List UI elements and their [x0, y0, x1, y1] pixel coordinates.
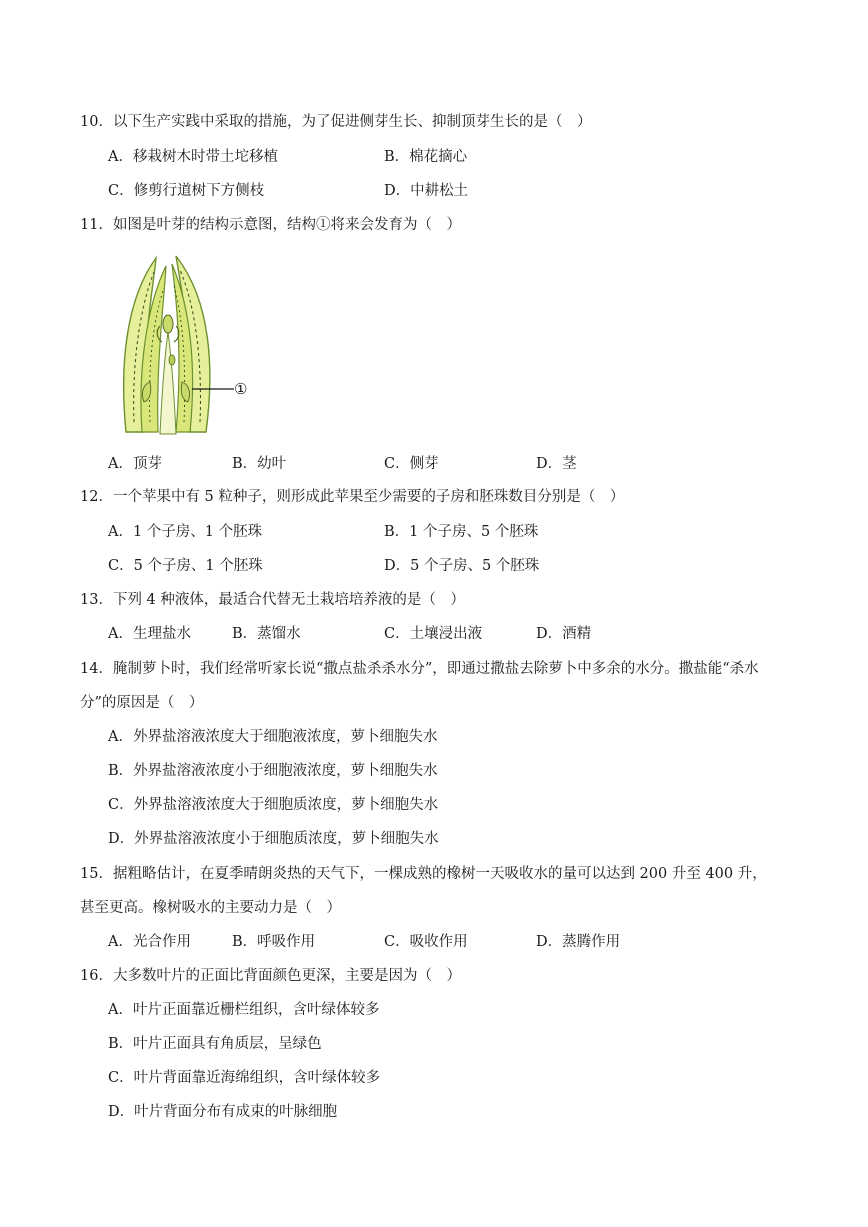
option-a: A．1 个子房、1 个胚珠 — [108, 524, 263, 540]
option-d: D．茎 — [536, 456, 577, 472]
option-d: D．酒精 — [536, 626, 592, 642]
question-stem: 13．下列 4 种液体，最适合代替无土栽培培养液的是（ ） — [80, 592, 465, 608]
option-a: A．顶芽 — [108, 456, 162, 472]
option-a: A．外界盐溶液浓度大于细胞液浓度，萝卜细胞失水 — [108, 729, 438, 745]
option-b: B．叶片正面具有角质层，呈绿色 — [108, 1036, 322, 1052]
option-a: A．生理盐水 — [108, 626, 191, 642]
option-c: C．5 个子房、1 个胚珠 — [108, 558, 263, 574]
option-b: B．呼吸作用 — [232, 934, 316, 950]
question-stem-line-2: 甚至更高。橡树吸水的主要动力是（ ） — [80, 900, 341, 916]
option-a: A．叶片正面靠近栅栏组织，含叶绿体较多 — [108, 1002, 380, 1018]
leaf-bud-diagram — [114, 252, 264, 438]
question-stem: 10．以下生产实践中采取的措施，为了促进侧芽生长、抑制顶芽生长的是（ ） — [80, 114, 592, 130]
question-stem: 16．大多数叶片的正面比背面颜色更深，主要是因为（ ） — [80, 968, 461, 984]
question-stem-line-1: 14．腌制萝卜时，我们经常听家长说“撒点盐杀杀水分”，即通过撒盐去除萝卜中多余的水分。撒盐能“杀水 — [80, 661, 759, 677]
option-b: B．幼叶 — [232, 456, 287, 472]
option-d: D．蒸腾作用 — [536, 934, 621, 950]
option-b: B．棉花摘心 — [384, 149, 468, 165]
option-b: B．蒸馏水 — [232, 626, 301, 642]
question-stem: 11．如图是叶芽的结构示意图，结构①将来会发育为（ ） — [80, 217, 461, 233]
figure-label: ① — [234, 380, 248, 398]
question-stem: 12．一个苹果中有 5 粒种子，则形成此苹果至少需要的子房和胚珠数目分别是（ ） — [80, 489, 625, 505]
question-stem-line-2: 分”的原因是（ ） — [80, 695, 204, 711]
option-c: C．土壤浸出液 — [384, 626, 483, 642]
question-stem-line-1: 15．据粗略估计，在夏季晴朗炎热的天气下，一棵成熟的橡树一天吸收水的量可以达到 200 升至 400 升， — [80, 866, 767, 882]
option-a: A．光合作用 — [108, 934, 191, 950]
option-c: C．修剪行道树下方侧枝 — [108, 183, 265, 199]
option-c: C．叶片背面靠近海绵组织，含叶绿体较多 — [108, 1070, 381, 1086]
option-b: B．1 个子房、5 个胚珠 — [384, 524, 539, 540]
option-d: D．5 个子房、5 个胚珠 — [384, 558, 540, 574]
option-c: C．侧芽 — [384, 456, 439, 472]
option-c: C．外界盐溶液浓度大于细胞质浓度，萝卜细胞失水 — [108, 797, 439, 813]
option-d: D．中耕松土 — [384, 183, 469, 199]
option-c: C．吸收作用 — [384, 934, 468, 950]
option-a: A．移栽树木时带土坨移植 — [108, 149, 278, 165]
option-b: B．外界盐溶液浓度小于细胞液浓度，萝卜细胞失水 — [108, 763, 438, 779]
option-d: D．叶片背面分布有成束的叶脉细胞 — [108, 1104, 338, 1120]
option-d: D．外界盐溶液浓度小于细胞质浓度，萝卜细胞失水 — [108, 831, 439, 847]
